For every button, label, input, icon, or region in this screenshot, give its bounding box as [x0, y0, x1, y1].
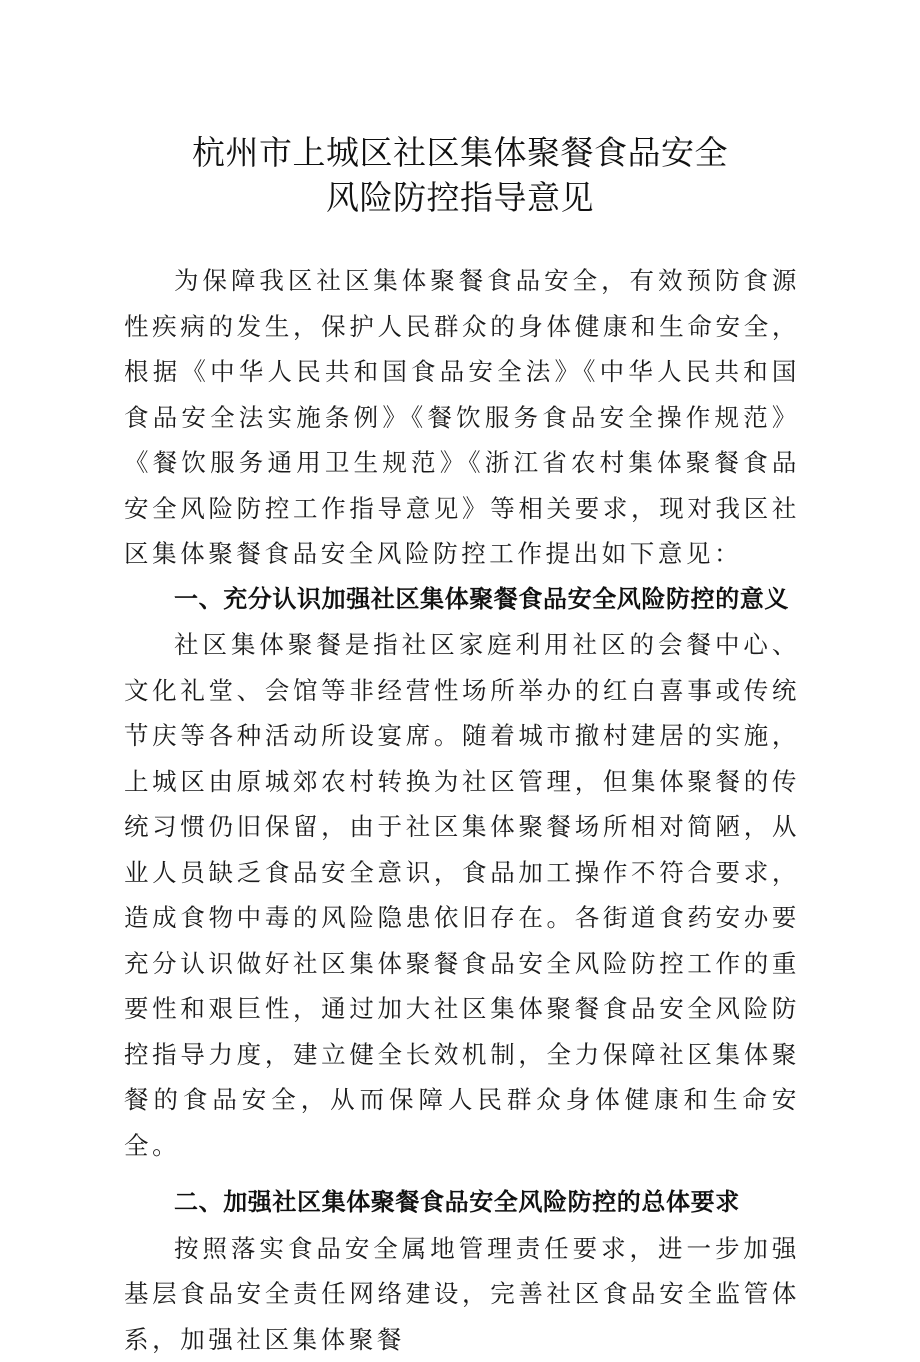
section-2-heading: 二、加强社区集体聚餐食品安全风险防控的总体要求	[124, 1180, 800, 1226]
document-title-line-1: 杭州市上城区社区集体聚餐食品安全	[0, 133, 920, 173]
section-1-paragraph: 社区集体聚餐是指社区家庭利用社区的会餐中心、文化礼堂、会馆等非经营性场所举办的红白喜事或传统节庆等各种活动所设宴席。随着城市撤村建居的实施，上城区由原城郊农村转换为社区管理，但集体聚餐的传统习惯仍旧保留，由于社区集体聚餐场所相对简陋，从业人员缺乏食品安全意识，食品加工操作不符合要求，造成食物中毒的风险隐患依旧存在。各街道食药安办要充分认识做好社区集体聚餐食品安全风险防控工作的重要性和艰巨性，通过加大社区集体聚餐食品安全风险防控指导力度，建立健全长效机制，全力保障社区集体聚餐的食品安全，从而保障人民群众身体健康和生命安全。	[124, 622, 800, 1168]
section-1-heading: 一、充分认识加强社区集体聚餐食品安全风险防控的意义	[124, 577, 800, 623]
section-spacer	[124, 1168, 800, 1180]
intro-paragraph: 为保障我区社区集体聚餐食品安全，有效预防食源性疾病的发生，保护人民群众的身体健康和生命安全，根据《中华人民共和国食品安全法》《中华人民共和国食品安全法实施条例》《餐饮服务食品安全操作规范》《餐饮服务通用卫生规范》《浙江省农村集体聚餐食品安全风险防控工作指导意见》等相关要求，现对我区社区集体聚餐食品安全风险防控工作提出如下意见：	[124, 258, 800, 577]
section-2-paragraph: 按照落实食品安全属地管理责任要求，进一步加强基层食品安全责任网络建设，完善社区食品安全监管体系，加强社区集体聚餐	[124, 1226, 800, 1362]
document-body	[124, 258, 800, 1362]
document-title-line-2: 风险防控指导意见	[0, 178, 920, 218]
